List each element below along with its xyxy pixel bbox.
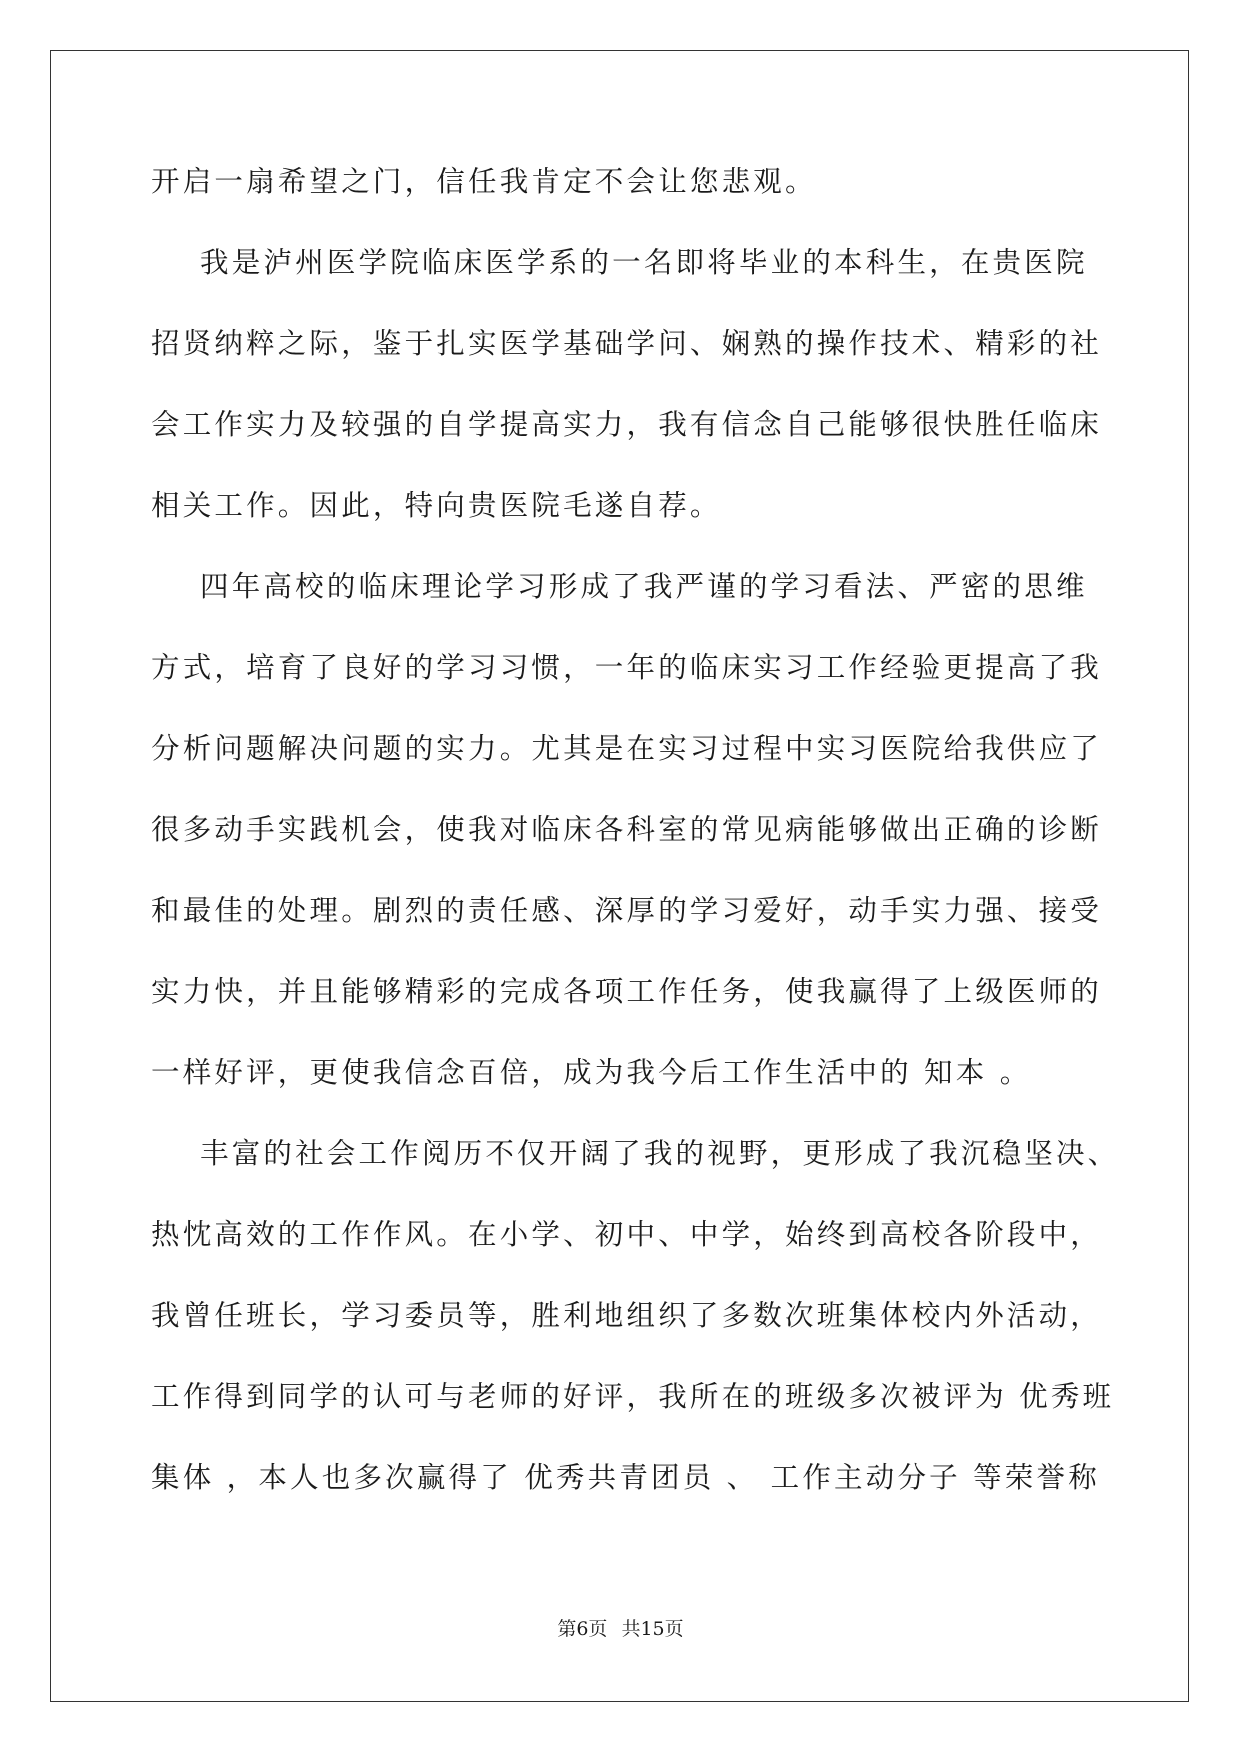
text-line: 相关工作。因此，特向贵医院毛遂自荐。: [151, 489, 722, 522]
text-line: 方式，培育了良好的学习习惯，一年的临床实习工作经验更提高了我: [151, 651, 1103, 684]
text-line: 丰富的社会工作阅历不仅开阔了我的视野，更形成了我沉稳坚决、: [151, 1137, 1120, 1170]
text-line: 集体 ，本人也多次赢得了 优秀共青团员 、 工作主动分子 等荣誉称: [151, 1461, 1100, 1494]
text-line: 和最佳的处理。剧烈的责任感、深厚的学习爱好，动手实力强、接受: [151, 894, 1103, 927]
text-line: 实力快，并且能够精彩的完成各项工作任务，使我赢得了上级医师的: [151, 975, 1103, 1008]
text-line: 我曾任班长，学习委员等，胜利地组织了多数次班集体校内外活动，: [151, 1299, 1103, 1332]
text-line: 很多动手实践机会，使我对临床各科室的常见病能够做出正确的诊断: [151, 813, 1103, 846]
page-total: 共15页: [621, 1618, 684, 1640]
text-line: 会工作实力及较强的自学提高实力，我有信念自己能够很快胜任临床: [151, 408, 1103, 441]
page-footer: [0, 1614, 1241, 1641]
text-line: 分析问题解决问题的实力。尤其是在实习过程中实习医院给我供应了: [151, 732, 1103, 765]
document-body: [151, 157, 1120, 1534]
text-line: 一样好评，更使我信念百倍，成为我今后工作生活中的 知本 。: [151, 1056, 1032, 1089]
text-line: 四年高校的临床理论学习形成了我严谨的学习看法、严密的思维: [151, 570, 1088, 603]
page-number: 第6页: [557, 1618, 608, 1640]
text-line: 开启一扇希望之门，信任我肯定不会让您悲观。: [151, 165, 817, 198]
text-line: 热忱高效的工作作风。在小学、初中、中学，始终到高校各阶段中，: [151, 1218, 1103, 1251]
text-line: 我是泸州医学院临床医学系的一名即将毕业的本科生，在贵医院: [151, 246, 1088, 279]
text-line: 招贤纳粹之际，鉴于扎实医学基础学问、娴熟的操作技术、精彩的社: [151, 327, 1103, 360]
text-line: 工作得到同学的认可与老师的好评，我所在的班级多次被评为 优秀班: [151, 1380, 1115, 1413]
